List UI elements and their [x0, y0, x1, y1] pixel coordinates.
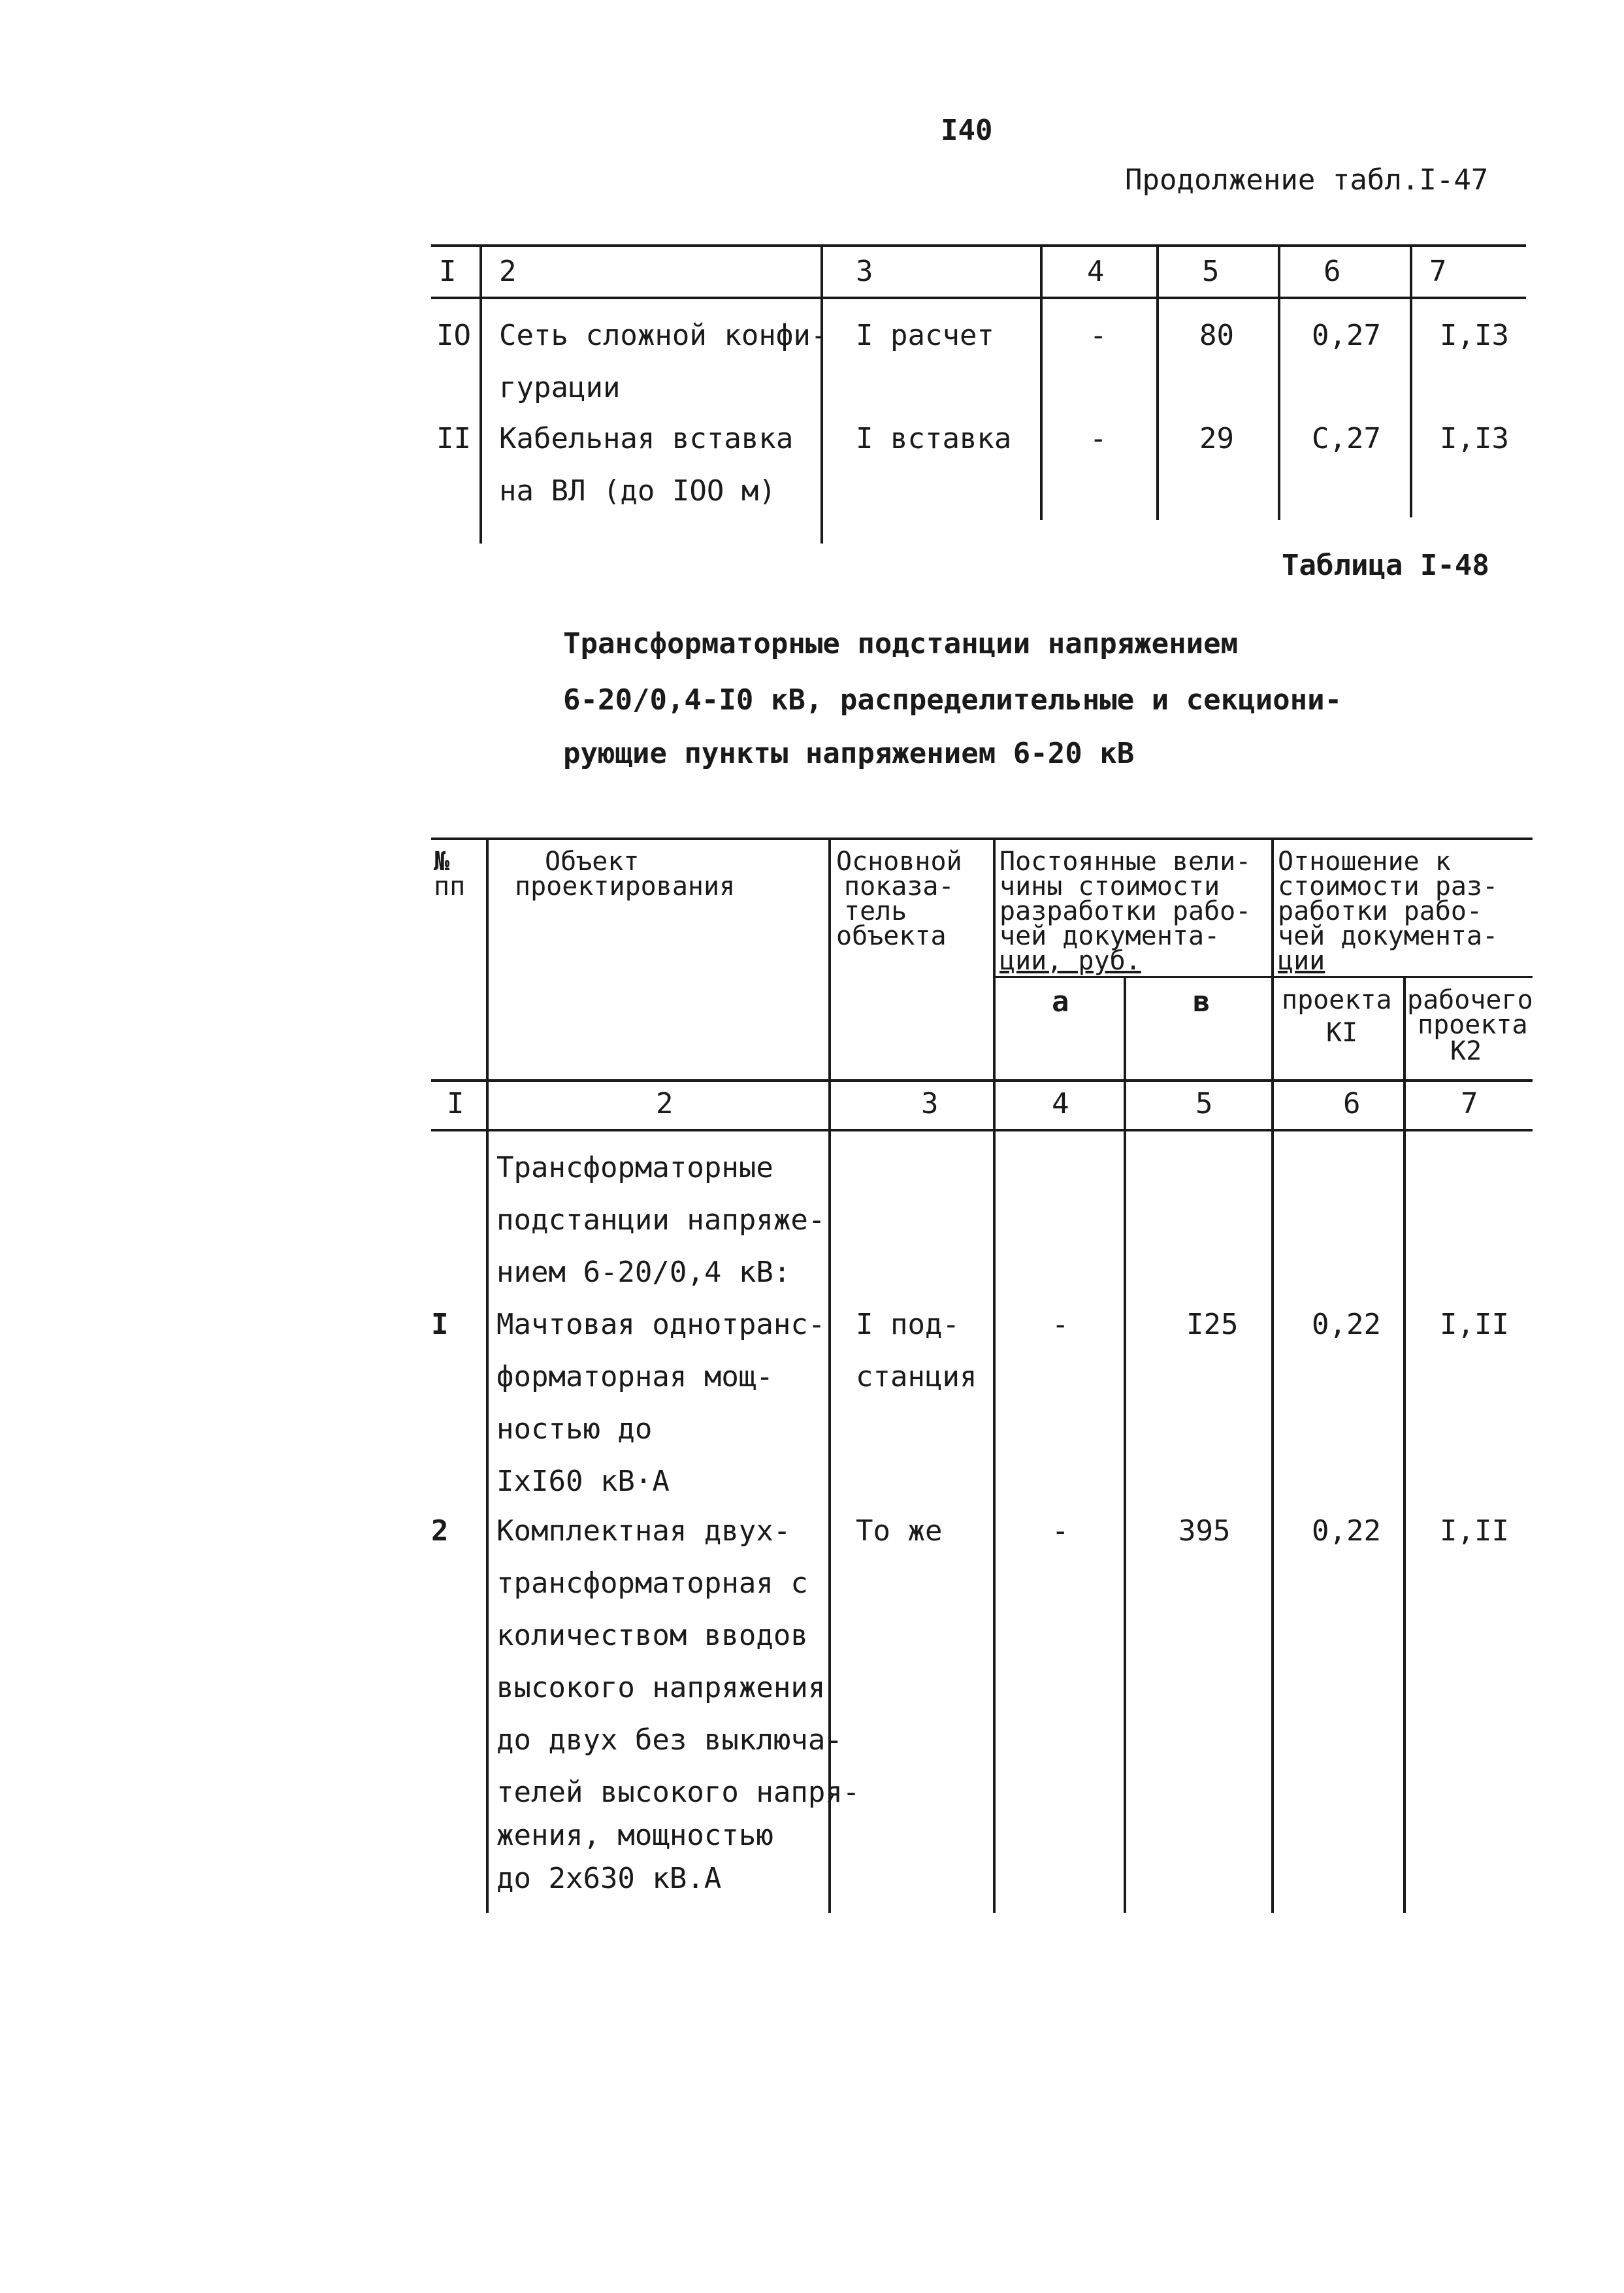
header-const-line: Постоянные вели- — [999, 847, 1252, 877]
table47-col-divider — [1278, 244, 1280, 520]
header-const-line: разработки рабо- — [999, 896, 1252, 926]
object-name-line: Комплектная двух- — [496, 1514, 791, 1548]
const-a: - — [1090, 319, 1107, 352]
colnum-7: 7 — [1461, 1087, 1478, 1120]
object-name-line: Мачтовая однотранс- — [496, 1308, 826, 1341]
const-b: 29 — [1199, 422, 1234, 455]
header-ratio-line: чей документа- — [1278, 921, 1499, 951]
ratio-k2: I,I3 — [1440, 319, 1509, 352]
table48-top-rule — [431, 838, 1533, 840]
const-b: 80 — [1199, 319, 1234, 352]
header-const-line: ции, руб. — [999, 946, 1141, 976]
object-name-line: IxI60 кВ·А — [496, 1465, 670, 1498]
table48-col-divider — [1403, 976, 1406, 1913]
object-name-line: количеством вводов — [496, 1619, 808, 1652]
ratio-k2: I,II — [1440, 1308, 1509, 1341]
header-num-line: № — [434, 847, 450, 877]
const-a: - — [1052, 1514, 1069, 1548]
table47-top-rule — [431, 244, 1526, 247]
header-indicator-line: показа- — [844, 871, 954, 902]
ratio-k2: I,I3 — [1440, 422, 1509, 455]
const-a: - — [1052, 1308, 1069, 1341]
table48-col-divider — [486, 838, 489, 1913]
table48-col-divider — [1271, 838, 1274, 1913]
main-indicator-line: станция — [856, 1360, 977, 1393]
header-k2-line: проекта — [1418, 1010, 1528, 1040]
header-object-line: Объект — [545, 847, 640, 877]
table47-header-rule — [431, 297, 1526, 299]
object-name-line: до двух без выключа- — [496, 1723, 843, 1757]
table48-title-line: Трансформаторные подстанции напряжением — [563, 627, 1239, 660]
table47-header-4: 4 — [1087, 255, 1105, 288]
main-indicator: I расчет — [856, 319, 994, 352]
table48-colnum-rule — [431, 1129, 1533, 1131]
header-k1-line: КI — [1326, 1018, 1358, 1048]
table47-header-6: 6 — [1324, 255, 1341, 288]
row-number: II — [436, 422, 471, 455]
row-number: IO — [436, 319, 471, 352]
main-indicator-line: I под- — [856, 1308, 960, 1341]
object-name-line: трансформаторная с — [496, 1567, 808, 1600]
header-indicator-line: объекта — [836, 921, 947, 951]
table47-header-7: 7 — [1429, 255, 1447, 288]
main-indicator-line: То же — [856, 1514, 943, 1548]
object-name-line: гурации — [499, 371, 621, 404]
object-name-line: Кабельная вставка — [499, 422, 794, 455]
colnum-1: I — [447, 1087, 464, 1120]
table48-label: Таблица I-48 — [1282, 549, 1489, 582]
ratio-k2: I,II — [1440, 1514, 1509, 1548]
table47-col-divider — [820, 244, 823, 544]
table48-col-divider — [1124, 976, 1126, 1913]
object-name-line: форматорная мощ- — [496, 1360, 773, 1393]
object-name-line: высокого напряжения — [496, 1671, 826, 1704]
table48-col-divider — [993, 838, 996, 1913]
object-name-line: на ВЛ (до IOO м) — [499, 474, 776, 508]
page-number: I40 — [941, 114, 993, 147]
header-ratio-line: Отношение к — [1278, 847, 1451, 877]
ratio-k1: С,27 — [1312, 422, 1381, 455]
colnum-5: 5 — [1195, 1087, 1213, 1120]
header-indicator-line: Основной — [836, 847, 962, 877]
header-const-line: чей документа- — [999, 921, 1220, 951]
table48-subheader-rule — [994, 976, 1533, 978]
table48-header-rule — [431, 1079, 1533, 1082]
object-name-line: до 2х630 кВ.А — [496, 1862, 722, 1895]
object-name-line: ностью до — [496, 1412, 653, 1446]
header-object-line: проектирования — [515, 871, 736, 902]
colnum-4: 4 — [1052, 1087, 1069, 1120]
header-a: а — [1052, 985, 1069, 1018]
row-number: I — [431, 1308, 449, 1341]
table47-header-2: 2 — [499, 255, 517, 288]
const-b: I25 — [1186, 1308, 1239, 1341]
table47-col-divider — [479, 244, 482, 544]
header-b: в — [1193, 985, 1210, 1018]
header-ratio-line: работки рабо- — [1278, 896, 1483, 926]
header-ratio-line: ции — [1278, 946, 1325, 976]
header-ratio-line: стоимости раз- — [1278, 871, 1499, 902]
table47-header-1: I — [439, 255, 457, 288]
table47-col-divider — [1410, 244, 1412, 517]
header-k1-line: проекта — [1282, 985, 1392, 1015]
ratio-k1: 0,22 — [1312, 1514, 1381, 1548]
table47-header-3: 3 — [856, 255, 873, 288]
table47-col-divider — [1040, 244, 1043, 520]
table47-header-5: 5 — [1202, 255, 1220, 288]
ratio-k1: 0,22 — [1312, 1308, 1381, 1341]
colnum-6: 6 — [1343, 1087, 1361, 1120]
header-num-line: пп — [434, 871, 466, 902]
continuation-label: Продолжение табл.I-47 — [1125, 163, 1489, 197]
group-heading-line: Трансформаторные — [496, 1151, 773, 1184]
const-b: 395 — [1178, 1514, 1231, 1548]
row-number: 2 — [431, 1514, 449, 1548]
main-indicator: I вставка — [856, 422, 1012, 455]
group-heading-line: подстанции напряже- — [496, 1203, 826, 1237]
table48-title-line: 6-20/0,4-I0 кВ, распределительные и секциони- — [563, 683, 1342, 717]
header-indicator-line: тель — [844, 896, 907, 926]
object-name-line: телей высокого напря- — [496, 1776, 860, 1809]
colnum-3: 3 — [921, 1087, 939, 1120]
object-name-line: Сеть сложной конфи- — [499, 319, 828, 352]
header-k2-line: К2 — [1450, 1036, 1482, 1066]
ratio-k1: 0,27 — [1312, 319, 1381, 352]
table48-title-line: рующие пункты напряжением 6-20 кВ — [563, 737, 1135, 770]
table47-col-divider — [1156, 244, 1159, 520]
const-a: - — [1090, 422, 1107, 455]
colnum-2: 2 — [656, 1087, 674, 1120]
group-heading-line: нием 6-20/0,4 кВ: — [496, 1256, 791, 1289]
header-const-line: чины стоимости — [999, 871, 1220, 902]
header-k2-line: рабочего — [1407, 985, 1533, 1015]
object-name-line: жения, мощностью — [496, 1819, 773, 1852]
